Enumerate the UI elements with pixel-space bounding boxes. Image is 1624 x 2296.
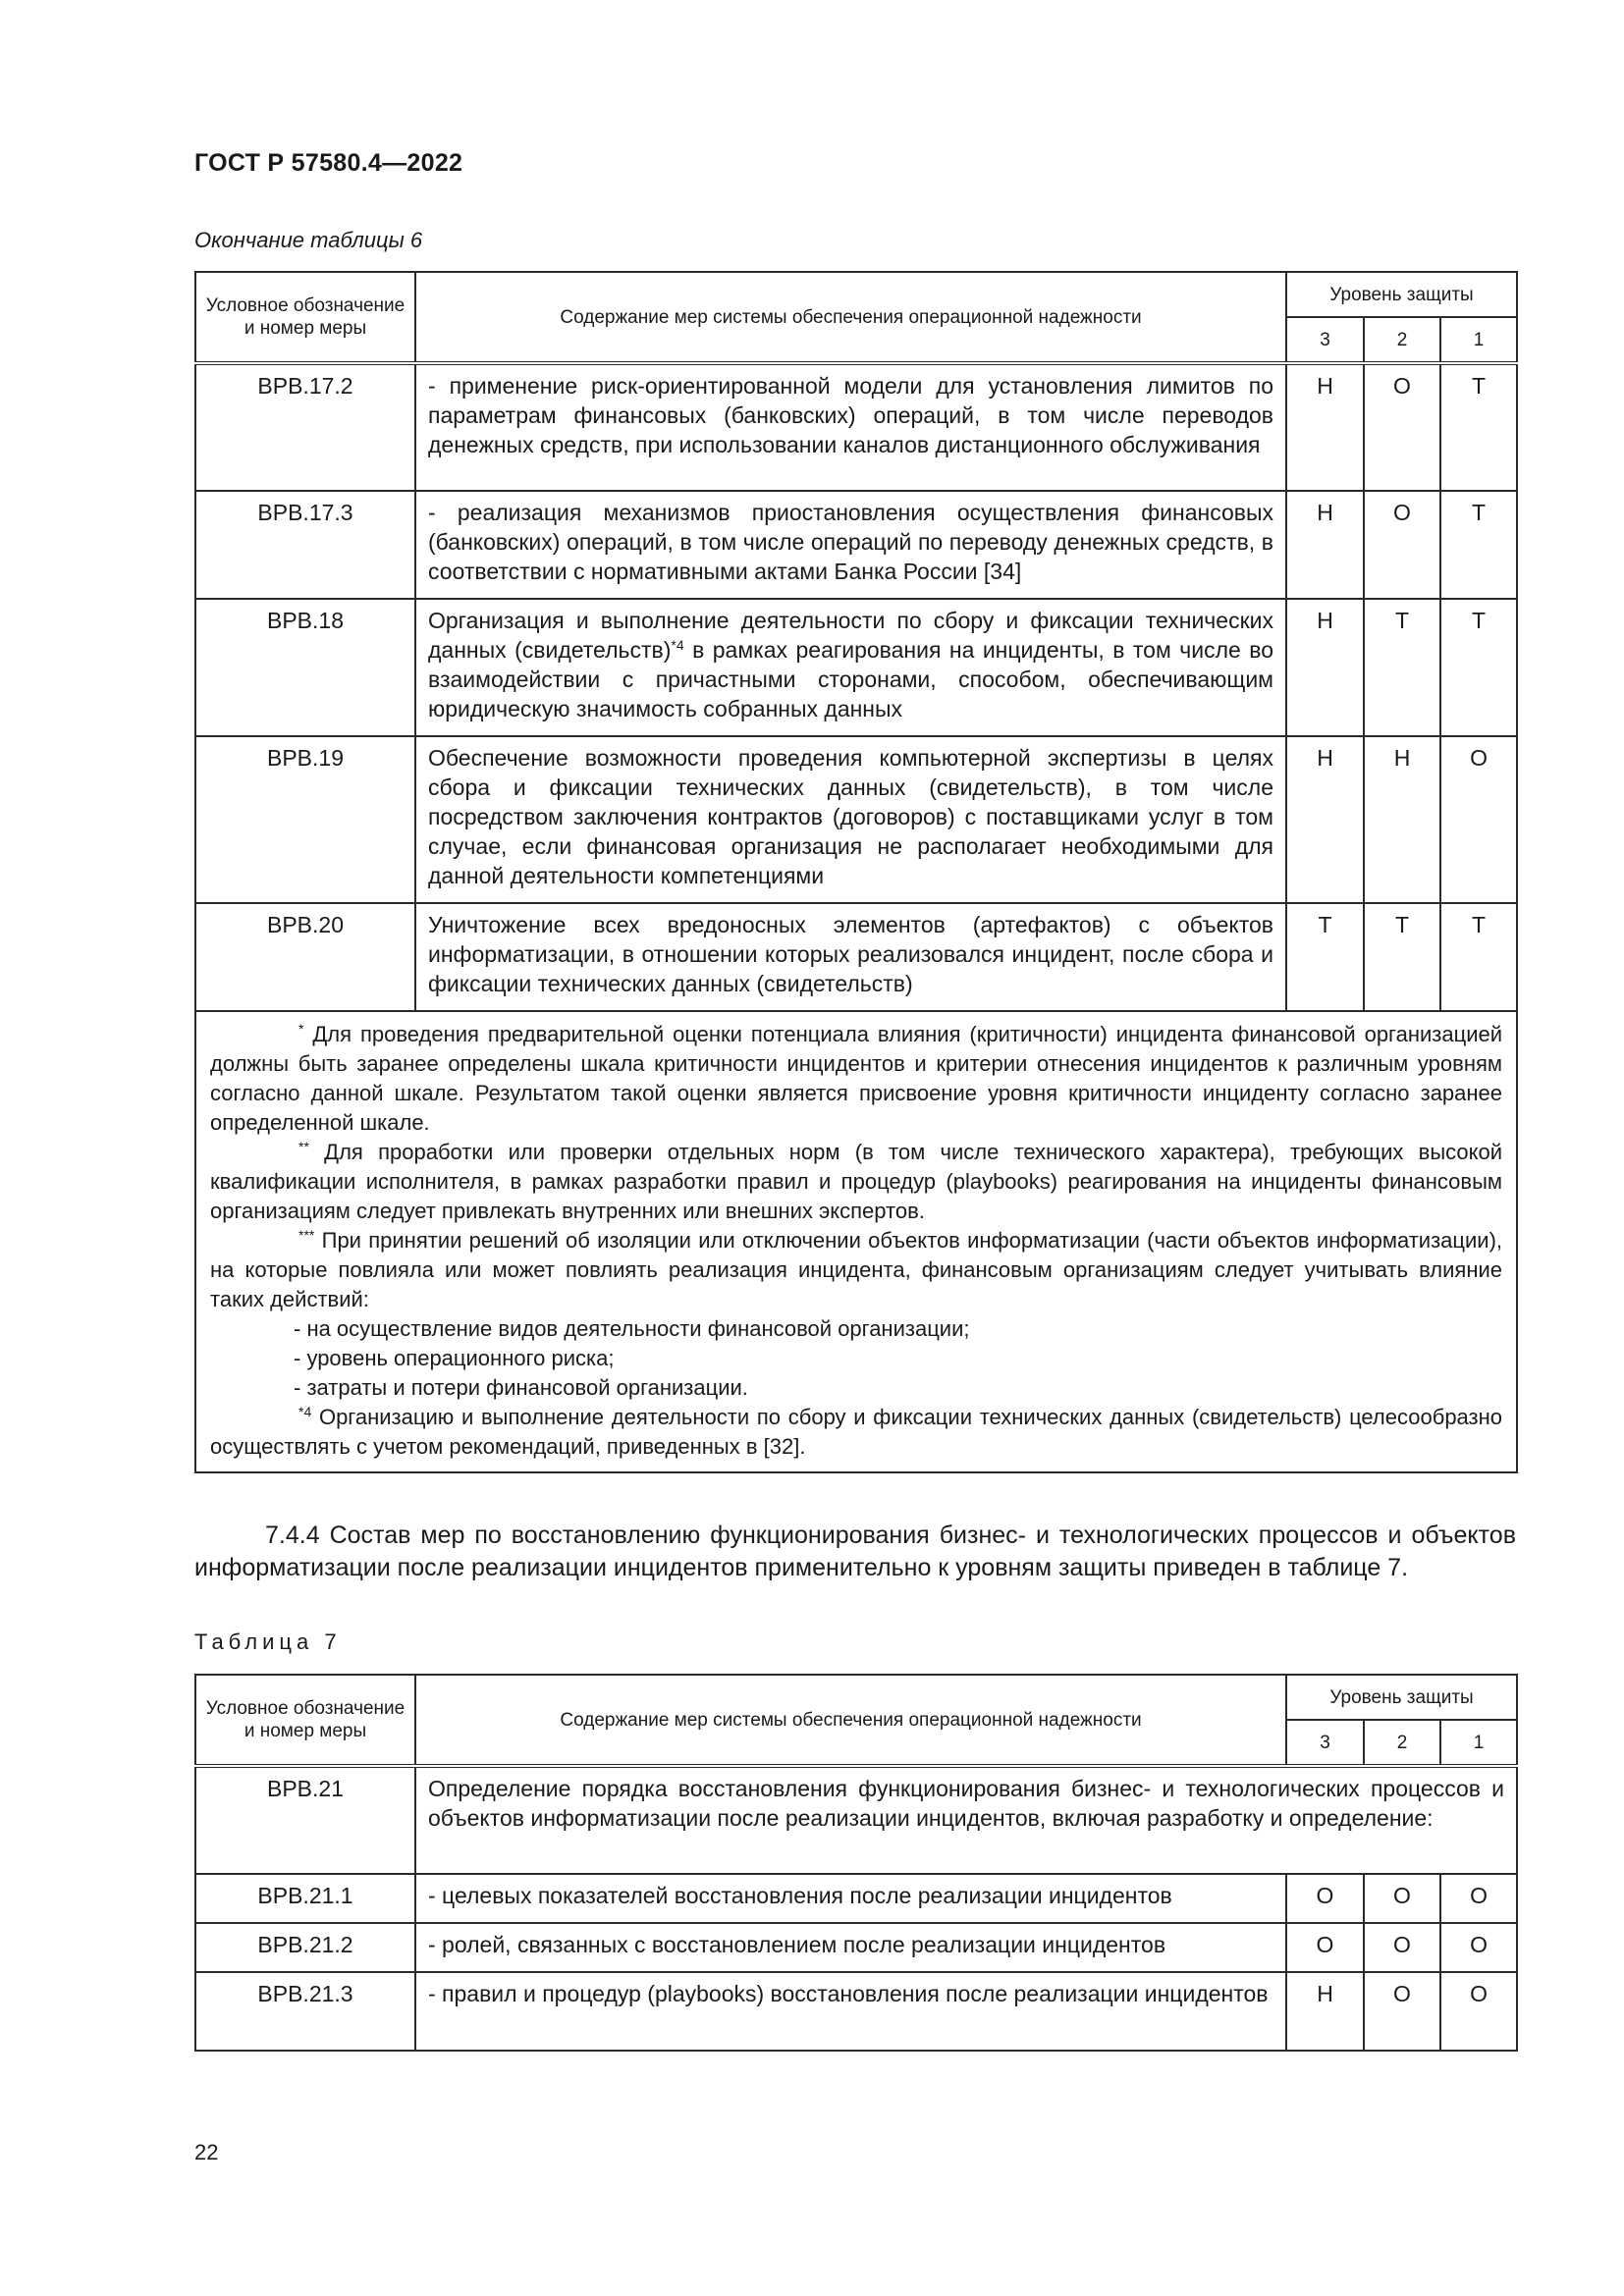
level-2-value: О bbox=[1364, 1874, 1440, 1923]
level-1-value: О bbox=[1440, 1972, 1517, 2051]
table-6 bbox=[194, 271, 1518, 1473]
table-notes-row bbox=[195, 1011, 1517, 1472]
table-row bbox=[195, 1766, 1517, 1874]
footnote-4 bbox=[210, 1403, 1502, 1462]
measure-content: Уничтожение всех вредоносных элементов (артефактов) с объектов информатизации, в отношении которых реализовался инцидент, после сбора и фиксации технических данных (свидетельств) bbox=[415, 903, 1286, 1011]
table-row bbox=[195, 903, 1517, 1011]
header-code-column: Условное обозначение и номер меры bbox=[195, 1675, 415, 1766]
measure-content: Определение порядка восстановления функционирования бизнес- и технологических процессов и объектов информатизации после реализации инцидентов, включая разработку и определение: bbox=[415, 1766, 1517, 1874]
table-row bbox=[195, 599, 1517, 736]
footnote-1 bbox=[210, 1020, 1502, 1138]
header-content-column: Содержание мер системы обеспечения операционной надежности bbox=[415, 272, 1286, 363]
table-header-row bbox=[195, 1675, 1517, 1720]
header-protection-level: Уровень защиты bbox=[1286, 1675, 1517, 1720]
level-1-value: Т bbox=[1440, 491, 1517, 599]
header-level-2: 2 bbox=[1364, 317, 1440, 363]
measure-content bbox=[415, 599, 1286, 736]
level-1-value: Т bbox=[1440, 599, 1517, 736]
footnote-mark: *4 bbox=[298, 1404, 312, 1419]
page-number: 22 bbox=[194, 2140, 219, 2164]
level-1-value: Т bbox=[1440, 903, 1517, 1011]
table-row bbox=[195, 1923, 1517, 1972]
measure-content: - реализация механизмов приостановления осуществления финансовых (банковских) операций, в том числе операций по переводу денежных средств, в соответствии с нормативными актами Банка России [34] bbox=[415, 491, 1286, 599]
level-3-value: О bbox=[1286, 1923, 1364, 1972]
paragraph-text: 7.4.4 Состав мер по восстановлению функционирования бизнес- и технологических процессов и объектов информатизации после реализации инцидентов применительно к уровням защиты приведен в таблице 7. bbox=[194, 1522, 1516, 1581]
measure-content-text: Организация и выполнение деятельности по сбору и фиксации технических данных (свидетельств) bbox=[428, 608, 1273, 663]
header-level-1: 1 bbox=[1440, 317, 1517, 363]
measure-code: ВРВ.21.1 bbox=[195, 1874, 415, 1923]
measure-code: ВРВ.18 bbox=[195, 599, 415, 736]
measure-code: ВРВ.21.2 bbox=[195, 1923, 415, 1972]
level-1-value: О bbox=[1440, 1923, 1517, 1972]
measure-code: ВРВ.17.3 bbox=[195, 491, 415, 599]
footnote-3 bbox=[210, 1226, 1502, 1314]
measure-code: ВРВ.19 bbox=[195, 736, 415, 903]
footnote-text: Для проведения предварительной оценки потенциала влияния (критичности) инцидента финансовой организацией должны быть заранее определены шкала критичности инцидентов и критерии отнесения инцидентов к различным уровням согласно данной шкале. Результатом такой оценки является присвоение уровня критичности инциденту согласно заранее определенной шкале. bbox=[210, 1022, 1503, 1135]
footnote-mark: *4 bbox=[671, 637, 684, 653]
level-2-value: Т bbox=[1364, 599, 1440, 736]
table6-continuation-caption: Окончание таблицы 6 bbox=[194, 228, 423, 252]
footnote-2 bbox=[210, 1138, 1502, 1226]
footnote-mark: * bbox=[298, 1021, 304, 1037]
level-2-value: О bbox=[1364, 1923, 1440, 1972]
measure-content-text: в рамках реагирования на инциденты, в том числе во взаимодействии с причастными сторонами, способом, обеспечивающим юридическую значимость собранных данных bbox=[428, 637, 1273, 721]
table-notes bbox=[195, 1011, 1517, 1472]
level-2-value: О bbox=[1364, 363, 1440, 491]
header-content-column: Содержание мер системы обеспечения операционной надежности bbox=[415, 1675, 1286, 1766]
measure-content: - ролей, связанных с восстановлением после реализации инцидентов bbox=[415, 1923, 1286, 1972]
footnote-list-item: - уровень операционного риска; bbox=[294, 1346, 615, 1370]
table-7 bbox=[194, 1674, 1518, 2052]
table-row bbox=[195, 491, 1517, 599]
table-header-row bbox=[195, 272, 1517, 317]
level-3-value: Т bbox=[1286, 903, 1364, 1011]
header-level-1: 1 bbox=[1440, 1720, 1517, 1766]
level-2-value: О bbox=[1364, 491, 1440, 599]
level-2-value: О bbox=[1364, 1972, 1440, 2051]
table-row bbox=[195, 1972, 1517, 2051]
table-row bbox=[195, 736, 1517, 903]
level-3-value: Н bbox=[1286, 599, 1364, 736]
level-2-value: Т bbox=[1364, 903, 1440, 1011]
header-level-3: 3 bbox=[1286, 317, 1364, 363]
table-row bbox=[195, 1874, 1517, 1923]
level-3-value: Н bbox=[1286, 363, 1364, 491]
level-1-value: Т bbox=[1440, 363, 1517, 491]
header-level-3: 3 bbox=[1286, 1720, 1364, 1766]
measure-content: - применение риск-ориентированной модели для установления лимитов по параметрам финансовых (банковских) операций, в том числе переводов денежных средств, при использовании каналов дистанционного обслуживания bbox=[415, 363, 1286, 491]
level-1-value: О bbox=[1440, 1874, 1517, 1923]
level-3-value: О bbox=[1286, 1874, 1364, 1923]
level-1-value: О bbox=[1440, 736, 1517, 903]
paragraph-7-4-4 bbox=[194, 1520, 1516, 1584]
header-level-2: 2 bbox=[1364, 1720, 1440, 1766]
header-code-column: Условное обозначение и номер меры bbox=[195, 272, 415, 363]
footnote-list-item: - на осуществление видов деятельности финансовой организации; bbox=[294, 1316, 970, 1341]
table7-caption: Таблица 7 bbox=[194, 1629, 342, 1654]
footnote-mark: *** bbox=[298, 1227, 315, 1243]
header-protection-level: Уровень защиты bbox=[1286, 272, 1517, 317]
measure-content: Обеспечение возможности проведения компьютерной экспертизы в целях сбора и фиксации технических данных (свидетельств), в том числе посредством заключения контрактов (договоров) с поставщиками услуг в том случае, если финансовая организация не располагает необходимыми для данной деятельности компетенциями bbox=[415, 736, 1286, 903]
level-3-value: Н bbox=[1286, 1972, 1364, 2051]
measure-code: ВРВ.21.3 bbox=[195, 1972, 415, 2051]
level-3-value: Н bbox=[1286, 491, 1364, 599]
measure-content: - целевых показателей восстановления после реализации инцидентов bbox=[415, 1874, 1286, 1923]
footnote-text: При принятии решений об изоляции или отключении объектов информатизации (части объектов информатизации), на которые повлияла или может повлиять реализация инцидента, финансовым организациям следует учитывать влияние таких действий: bbox=[210, 1228, 1503, 1311]
measure-code: ВРВ.21 bbox=[195, 1766, 415, 1874]
level-2-value: Н bbox=[1364, 736, 1440, 903]
measure-code: ВРВ.17.2 bbox=[195, 363, 415, 491]
measure-content: - правил и процедур (playbooks) восстановления после реализации инцидентов bbox=[415, 1972, 1286, 2051]
footnote-list-item: - затраты и потери финансовой организации. bbox=[294, 1375, 748, 1400]
footnote-mark: ** bbox=[298, 1139, 309, 1154]
document-code: ГОСТ Р 57580.4—2022 bbox=[194, 149, 463, 177]
footnote-text: Организацию и выполнение деятельности по сбору и фиксации технических данных (свидетельств) целесообразно осуществлять с учетом рекомендаций, приведенных в [32]. bbox=[210, 1405, 1503, 1459]
level-3-value: Н bbox=[1286, 736, 1364, 903]
table-row bbox=[195, 363, 1517, 491]
measure-code: ВРВ.20 bbox=[195, 903, 415, 1011]
footnote-text: Для проработки или проверки отдельных норм (в том числе технического характера), требующих высокой квалификации исполнителя, в рамках разработки правил и процедур (playbooks) реагирования на инциденты финансовым организациям следует привлекать внутренних или внешних экспертов. bbox=[210, 1140, 1503, 1223]
